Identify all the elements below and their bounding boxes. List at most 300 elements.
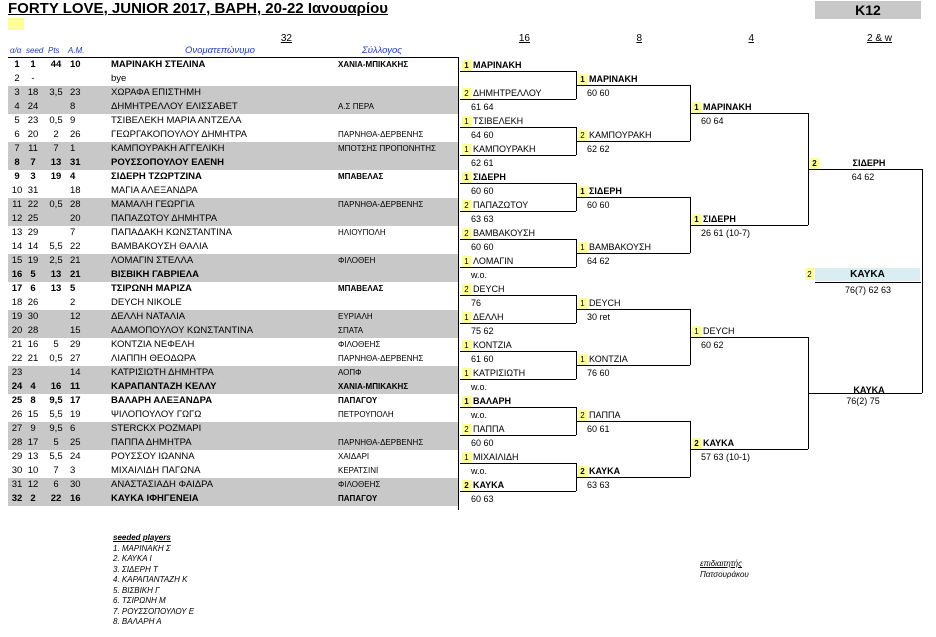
seed-number: 1	[578, 74, 587, 86]
seed-number: 2	[578, 410, 587, 422]
player-name: ΠΑΠΠΑ ΔΗΜΗΤΡΑ	[111, 437, 192, 448]
table-row	[8, 198, 458, 212]
winner-name: ΚΑΥΚΑ	[853, 385, 885, 395]
round-label-16: 16	[518, 33, 530, 44]
player-name: ΒΑΛΑΡΗ ΑΛΕΞΑΝΔΡΑ	[111, 395, 213, 406]
player-id: 3	[70, 465, 76, 476]
player-number: 14	[11, 241, 23, 252]
player-number: 11	[12, 199, 22, 210]
table-row	[8, 254, 458, 268]
match-score: 60 61	[587, 424, 610, 434]
table-row	[8, 436, 458, 450]
player-number: 2	[14, 73, 20, 84]
table-row	[8, 352, 458, 366]
winner-name: ΚΑΥΚΑ	[473, 480, 505, 490]
player-name: ΠΑΠΑΔΑΚΗ ΚΩΝΣΤΑΝΤΙΝΑ	[111, 227, 233, 238]
player-number: 28	[11, 437, 23, 448]
player-name: ΣΙΔΕΡΗ ΤΖΩΡΤΖΙΝΑ	[111, 171, 202, 182]
player-seed: 29	[27, 227, 39, 238]
seed-number: 1	[462, 144, 471, 156]
player-number: 16	[11, 269, 23, 280]
player-points: 22	[50, 493, 62, 504]
seed-number: 2	[578, 130, 587, 142]
player-name: ΚΑΥΚΑ ΙΦΗΓΕΝΕΙΑ	[111, 493, 199, 504]
champion-score: 76(7) 62 63	[844, 285, 892, 295]
r16-winner	[462, 339, 512, 351]
table-row	[8, 114, 458, 128]
player-name: ΛΙΑΠΠΗ ΘΕΟΔΩΡΑ	[111, 353, 196, 364]
table-row	[8, 58, 458, 72]
r8-winner	[578, 409, 621, 421]
table-row	[8, 408, 458, 422]
player-seed: 12	[27, 479, 39, 490]
player-club: ΠΑΡΝΗΘΑ-ΔΕΡΒΕΝΗΣ	[338, 438, 424, 447]
seed-number: 1	[462, 452, 471, 464]
player-club: ΦΙΛΟΘΕΗΣ	[338, 340, 381, 349]
seeded-heading: seeded players	[113, 533, 171, 542]
player-number: 25	[11, 395, 23, 406]
bracket-line	[460, 267, 576, 268]
bracket-line	[460, 407, 576, 408]
player-id: 21	[70, 269, 81, 280]
winner-name: ΒΑΛΑΡΗ	[473, 396, 512, 406]
bracket-line	[576, 85, 690, 86]
player-seed: 2	[30, 493, 36, 504]
player-id: 21	[70, 255, 81, 266]
player-id: 5	[70, 283, 76, 294]
match-score: 64 60	[471, 130, 494, 140]
bracket-line	[690, 225, 808, 226]
winner-name: ΚΑΜΠΟΥΡΑΚΗ	[589, 130, 652, 140]
player-id: 6	[70, 423, 76, 434]
player-name: ΚΑΡΑΠΑΝΤΑΖΗ ΚΕΛΛΥ	[111, 381, 217, 392]
r16-winner	[462, 87, 542, 99]
table-row	[8, 128, 458, 142]
player-seed: 11	[28, 143, 38, 154]
winner-name: ΚΟΝΤΖΙΑ	[589, 354, 628, 364]
match-score: 62 62	[587, 144, 610, 154]
match-score: 60 60	[471, 186, 494, 196]
player-seed: 8	[30, 395, 36, 406]
player-club: ΠΑΡΝΗΘΑ-ΔΕΡΒΕΝΗΣ	[338, 130, 424, 139]
table-row	[8, 282, 458, 296]
player-seed: 10	[27, 465, 39, 476]
match-score: 61 64	[471, 102, 494, 112]
match-score: w.o.	[471, 382, 488, 392]
bracket-line	[460, 435, 576, 436]
player-name: ΒΙΣΒΙΚΗ ΓΑΒΡΙΕΛΑ	[111, 269, 199, 280]
seeded-item: 6. ΤΣΙΡΩΝΗ Μ	[113, 596, 166, 605]
seed-number: 1	[462, 172, 471, 184]
player-id: 17	[70, 395, 81, 406]
player-seed: 24	[27, 101, 39, 112]
table-row	[8, 72, 458, 86]
player-number: 19	[11, 311, 23, 322]
category-badge: K12	[815, 1, 921, 19]
player-points: 0,5	[49, 199, 63, 210]
winner-name: DEYCH	[589, 298, 621, 308]
player-number: 4	[14, 101, 20, 112]
player-club: ΠΑΡΝΗΘΑ-ΔΕΡΒΕΝΗΣ	[338, 354, 424, 363]
winner-name: ΛΟΜΑΓΙΝ	[473, 256, 514, 266]
winner-name: ΜΙΧΑΙΛΙΔΗ	[473, 452, 519, 462]
match-score: w.o.	[471, 270, 488, 280]
match-score: 57 63 (10-1)	[701, 452, 751, 462]
seeded-item: 3. ΣΙΔΕΡΗ Τ	[113, 564, 158, 574]
table-row	[8, 86, 458, 100]
player-name: ΜΑΜΑΛΗ ΓΕΩΡΓΙΑ	[111, 199, 195, 210]
seed-number: 2	[462, 284, 471, 296]
player-id: 15	[70, 325, 81, 336]
match-score: 76 60	[587, 368, 610, 378]
player-club: ΜΠΟΤΣΗΣ ΠΡΟΠΟΝΗΤΗΣ	[338, 144, 436, 153]
bracket-line	[808, 393, 922, 394]
player-seed: 19	[27, 255, 39, 266]
winner-name: ΠΑΠΑΖΩΤΟΥ	[473, 200, 529, 210]
table-row	[8, 450, 458, 464]
player-points: 19	[50, 171, 62, 182]
player-id: 29	[70, 339, 81, 350]
player-name: ΑΔΑΜΟΠΟΥΛΟΥ ΚΩΝΣΤΑΝΤΙΝΑ	[111, 325, 254, 336]
player-seed: -	[31, 73, 35, 84]
r8-winner	[578, 353, 628, 365]
player-points: 44	[50, 59, 62, 70]
table-row	[8, 240, 458, 254]
r16-winner	[462, 143, 536, 155]
player-name: STERCKX ΡΟΖΜΑΡΙ	[111, 423, 202, 434]
player-points: 0,5	[49, 353, 63, 364]
bracket-line	[460, 239, 576, 240]
table-row	[8, 268, 458, 282]
match-score: 64 62	[587, 256, 610, 266]
r16-winner	[462, 283, 505, 295]
seed-number: 2	[462, 480, 471, 492]
r16-winner	[462, 311, 504, 323]
header-club: Σύλλογος	[362, 45, 402, 56]
player-number: 8	[14, 157, 20, 168]
bracket-line	[460, 491, 576, 492]
player-id: 23	[70, 87, 81, 98]
player-seed: 21	[27, 353, 39, 364]
bracket-line	[460, 295, 576, 296]
r16-winner	[462, 423, 505, 435]
player-club: ΦΙΛΟΘΕΗ	[338, 256, 376, 265]
referee-block	[700, 558, 749, 580]
seeded-item: 1. ΜΑΡΙΝΑΚΗ Σ	[113, 543, 171, 553]
winner-name: ΣΙΔΕΡΗ	[473, 172, 506, 182]
bracket-line	[460, 351, 576, 352]
r16-winner	[462, 255, 513, 267]
player-id: 18	[70, 185, 81, 196]
player-name: ΔΕΛΛΗ ΝΑΤΑΛΙΑ	[111, 311, 186, 322]
bracket-line	[690, 337, 808, 338]
r8-winner	[578, 129, 652, 141]
player-number: 23	[11, 367, 23, 378]
r16-winner	[462, 451, 519, 463]
r16-winner	[462, 59, 522, 71]
player-club: ΠΕΤΡΟΥΠΟΛΗ	[338, 410, 394, 419]
table-row	[8, 296, 458, 310]
player-id: 22	[70, 241, 81, 252]
match-score: 26 61 (10-7)	[701, 228, 751, 238]
seed-number: 1	[578, 354, 587, 366]
player-id: 11	[70, 381, 81, 392]
match-score: 30 ret	[587, 312, 611, 322]
player-club: ΦΙΛΟΘΕΗΣ	[338, 480, 381, 489]
player-name: DEYCH NIKOLE	[111, 297, 182, 308]
player-seed: 18	[27, 87, 39, 98]
header-seed: seed	[26, 46, 44, 55]
player-name: ΜΑΡΙΝΑΚΗ ΣΤΕΛΙΝΑ	[111, 59, 206, 70]
player-club: ΧΑΙΔΑΡΙ	[338, 452, 370, 461]
player-name: ΜΙΧΑΙΛΙΔΗ ΠΑΓΩΝΑ	[111, 465, 201, 476]
seed-number: 1	[462, 396, 471, 408]
seed-number: 1	[462, 312, 471, 324]
player-id: 2	[70, 297, 76, 308]
r4-winner	[692, 437, 734, 449]
winner-name: ΜΑΡΙΝΑΚΗ	[703, 102, 752, 112]
player-seed: 15	[27, 409, 39, 420]
bracket-line	[576, 365, 690, 366]
seed-number: 1	[578, 298, 587, 310]
seed-number: 2	[462, 200, 471, 212]
r16-winner	[462, 395, 511, 407]
r16-winner	[462, 227, 535, 239]
match-score: 63 63	[471, 214, 494, 224]
seed-number	[810, 381, 819, 393]
player-name: ΚΟΝΤΖΙΑ ΝΕΦΕΛΗ	[111, 339, 195, 350]
table-row	[8, 310, 458, 324]
player-name: ΒΑΜΒΑΚΟΥΣΗ ΘΑΛΙΑ	[111, 241, 208, 252]
winner-name: ΔΕΛΛΗ	[473, 312, 504, 322]
seeded-item: 4. ΚΑΡΑΠΑΝΤΑΖΗ Κ	[113, 575, 188, 584]
player-id: 14	[70, 367, 81, 378]
bracket-line	[576, 141, 690, 142]
winner-name: ΣΙΔΕΡΗ	[852, 158, 886, 168]
r16-winner	[462, 171, 506, 183]
player-id: 31	[70, 157, 81, 168]
player-seed: 16	[27, 339, 39, 350]
player-number: 17	[11, 283, 23, 294]
player-id: 27	[70, 353, 81, 364]
seed-number: 1	[692, 214, 701, 226]
seed-number: 2	[578, 466, 587, 478]
table-row	[8, 492, 458, 506]
player-number: 22	[11, 353, 23, 364]
player-id: 25	[70, 437, 81, 448]
winner-name: ΣΙΔΕΡΗ	[589, 186, 622, 196]
bracket-line	[808, 169, 922, 170]
player-seed: 5	[30, 269, 36, 280]
champion-seed-number: 2	[805, 268, 814, 280]
player-id: 24	[70, 451, 81, 462]
player-id: 4	[70, 171, 76, 182]
player-points: 5	[53, 437, 59, 448]
player-club: ΣΠΑΤΑ	[338, 326, 364, 335]
player-club: ΜΠΑΒΕΛΑΣ	[338, 284, 384, 293]
highlight-box	[8, 18, 24, 30]
seed-number: 1	[462, 340, 471, 352]
player-id: 10	[70, 59, 81, 70]
player-seed: 26	[27, 297, 39, 308]
player-club: ΕΥΡΙΑΛΗ	[338, 312, 373, 321]
player-name: ΧΩΡΑΦΑ ΕΠΙΣΤΗΜΗ	[111, 87, 202, 98]
player-name: ΜΑΓΙΑ ΑΛΕΞΑΝΔΡΑ	[111, 185, 198, 196]
match-score: 60 64	[701, 116, 724, 126]
table-row	[8, 184, 458, 198]
seed-number: 1	[462, 60, 471, 72]
player-points: 13	[50, 157, 62, 168]
player-id: 8	[70, 101, 76, 112]
bracket-line	[460, 463, 576, 464]
table-row	[8, 156, 458, 170]
match-score: 62 61	[471, 158, 494, 168]
player-name: ΑΝΑΣΤΑΣΙΑΔΗ ΦΑΙΔΡΑ	[111, 479, 214, 490]
bracket-line	[576, 477, 690, 478]
player-number: 1	[14, 59, 20, 70]
player-seed: 6	[30, 283, 36, 294]
player-club: Α.Σ ΠΕΡΑ	[338, 102, 374, 111]
bracket-line	[460, 379, 576, 380]
match-score: 76(2) 75	[846, 396, 880, 406]
table-row	[8, 366, 458, 380]
player-number: 10	[11, 185, 23, 196]
player-club: ΜΠΑΒΕΛΑΣ	[338, 172, 384, 181]
champion-cell	[807, 268, 920, 281]
table-row	[8, 226, 458, 240]
player-number: 18	[11, 297, 23, 308]
player-id: 9	[70, 115, 76, 126]
winner-name: ΠΑΠΠΑ	[473, 424, 505, 434]
winner-name: ΚΑΜΠΟΥΡΑΚΗ	[473, 144, 536, 154]
table-row	[8, 338, 458, 352]
seed-number: 1	[462, 116, 471, 128]
seed-number: 2	[462, 228, 471, 240]
table-row	[8, 464, 458, 478]
table-row	[8, 212, 458, 226]
player-seed: 13	[27, 451, 39, 462]
bracket-line	[576, 197, 690, 198]
r4-winner	[692, 101, 752, 113]
player-name: ΛΟΜΑΓΙΝ ΣΤΕΛΛΑ	[111, 255, 194, 266]
table-row	[8, 478, 458, 492]
player-club: ΠΑΡΝΗΘΑ-ΔΕΡΒΕΝΗΣ	[338, 200, 424, 209]
player-club: ΗΛΙΟΥΠΟΛΗ	[338, 228, 386, 237]
seed-number: 2	[692, 438, 701, 450]
player-points: 5,5	[49, 409, 63, 420]
bracket-line	[690, 113, 808, 114]
winner-name: ΔΗΜΗΤΡΕΛΛΟΥ	[473, 88, 542, 98]
player-points: 3,5	[49, 87, 63, 98]
player-number: 26	[11, 409, 23, 420]
table-row	[8, 142, 458, 156]
seed-number: 2	[462, 88, 471, 100]
referee-label: επιδιαιτητής	[700, 559, 742, 568]
player-id: 19	[70, 409, 81, 420]
player-number: 7	[14, 143, 20, 154]
player-name: ΡΟΥΣΣΟΥ ΙΩΑΝΝΑ	[111, 451, 195, 462]
r4-winner	[692, 213, 736, 225]
player-seed: 20	[27, 129, 39, 140]
player-points: 5,5	[49, 451, 63, 462]
player-points: 5	[53, 339, 59, 350]
player-name: ΤΣΙΒΕΛΕΚΗ ΜΑΡΙΑ ΑΝΤΖΕΛΑ	[111, 115, 242, 126]
seeded-players-list	[113, 533, 194, 628]
player-name: ΡΟΥΣΣΟΠΟΥΛΟΥ ΕΛΕΝΗ	[111, 157, 224, 168]
player-number: 15	[11, 255, 23, 266]
round-label-8: 8	[636, 33, 642, 44]
player-number: 30	[11, 465, 23, 476]
player-points: 9,5	[49, 423, 63, 434]
player-seed: 7	[30, 157, 36, 168]
match-score: 60 60	[587, 88, 610, 98]
seeded-item: 5. ΒΙΣΒΙΚΗ Γ	[113, 585, 160, 595]
player-seed: 17	[27, 437, 39, 448]
player-number: 6	[14, 129, 20, 140]
semifinal-winner	[810, 381, 922, 393]
player-name: ΓΕΩΡΓΑΚΟΠΟΥΛΟΥ ΔΗΜΗΤΡΑ	[111, 129, 247, 140]
bracket-line	[576, 253, 690, 254]
table-row	[8, 324, 458, 338]
player-seed: 1	[30, 59, 36, 70]
seed-number: 1	[578, 186, 587, 198]
header-am: Α.Μ.	[68, 46, 85, 55]
winner-name: ΣΙΔΕΡΗ	[703, 214, 736, 224]
player-id: 20	[70, 213, 81, 224]
bracket-line	[460, 71, 576, 72]
winner-name: ΤΣΙΒΕΛΕΚΗ	[473, 116, 524, 126]
bracket-line	[690, 449, 808, 450]
r16-winner	[462, 199, 528, 211]
player-id: 16	[70, 493, 81, 504]
match-score: 61 60	[471, 354, 494, 364]
match-score: w.o.	[471, 410, 488, 420]
match-score: w.o.	[471, 466, 488, 476]
seed-number: 1	[462, 256, 471, 268]
header-pts: Pts	[48, 46, 60, 55]
player-id: 12	[70, 311, 81, 322]
r8-winner	[578, 241, 651, 253]
player-name: bye	[111, 73, 127, 84]
bracket-line	[922, 169, 923, 393]
bracket-line	[460, 99, 576, 100]
round-label-final: 2 & w	[866, 33, 892, 44]
player-points: 7	[53, 465, 59, 476]
seed-number: 1	[692, 326, 701, 338]
r4-winner	[692, 325, 735, 337]
player-number: 21	[11, 339, 23, 350]
bracket-line	[460, 211, 576, 212]
player-seed: 22	[27, 199, 39, 210]
player-name: ΨΙΛΟΠΟΥΛΟΥ ΓΩΓΩ	[111, 409, 202, 420]
player-points: 0,5	[49, 115, 63, 126]
player-id: 28	[70, 199, 81, 210]
winner-name: ΒΑΜΒΑΚΟΥΣΗ	[473, 228, 536, 238]
seeded-item: 2. ΚΑΥΚΑ Ι	[113, 554, 152, 563]
seed-number: 2	[810, 158, 819, 170]
header-name: Ονοματεπώνυμο	[185, 45, 255, 56]
player-id: 30	[70, 479, 81, 490]
table-row	[8, 380, 458, 394]
player-name: ΠΑΠΑΖΩΤΟΥ ΔΗΜΗΤΡΑ	[111, 213, 218, 224]
bracket-line	[460, 155, 576, 156]
champion-rule	[815, 282, 921, 283]
semifinal-winner	[810, 157, 922, 169]
table-row	[8, 394, 458, 408]
r8-winner	[578, 185, 622, 197]
header-no: α/α	[10, 46, 22, 55]
player-seed: 4	[30, 381, 36, 392]
